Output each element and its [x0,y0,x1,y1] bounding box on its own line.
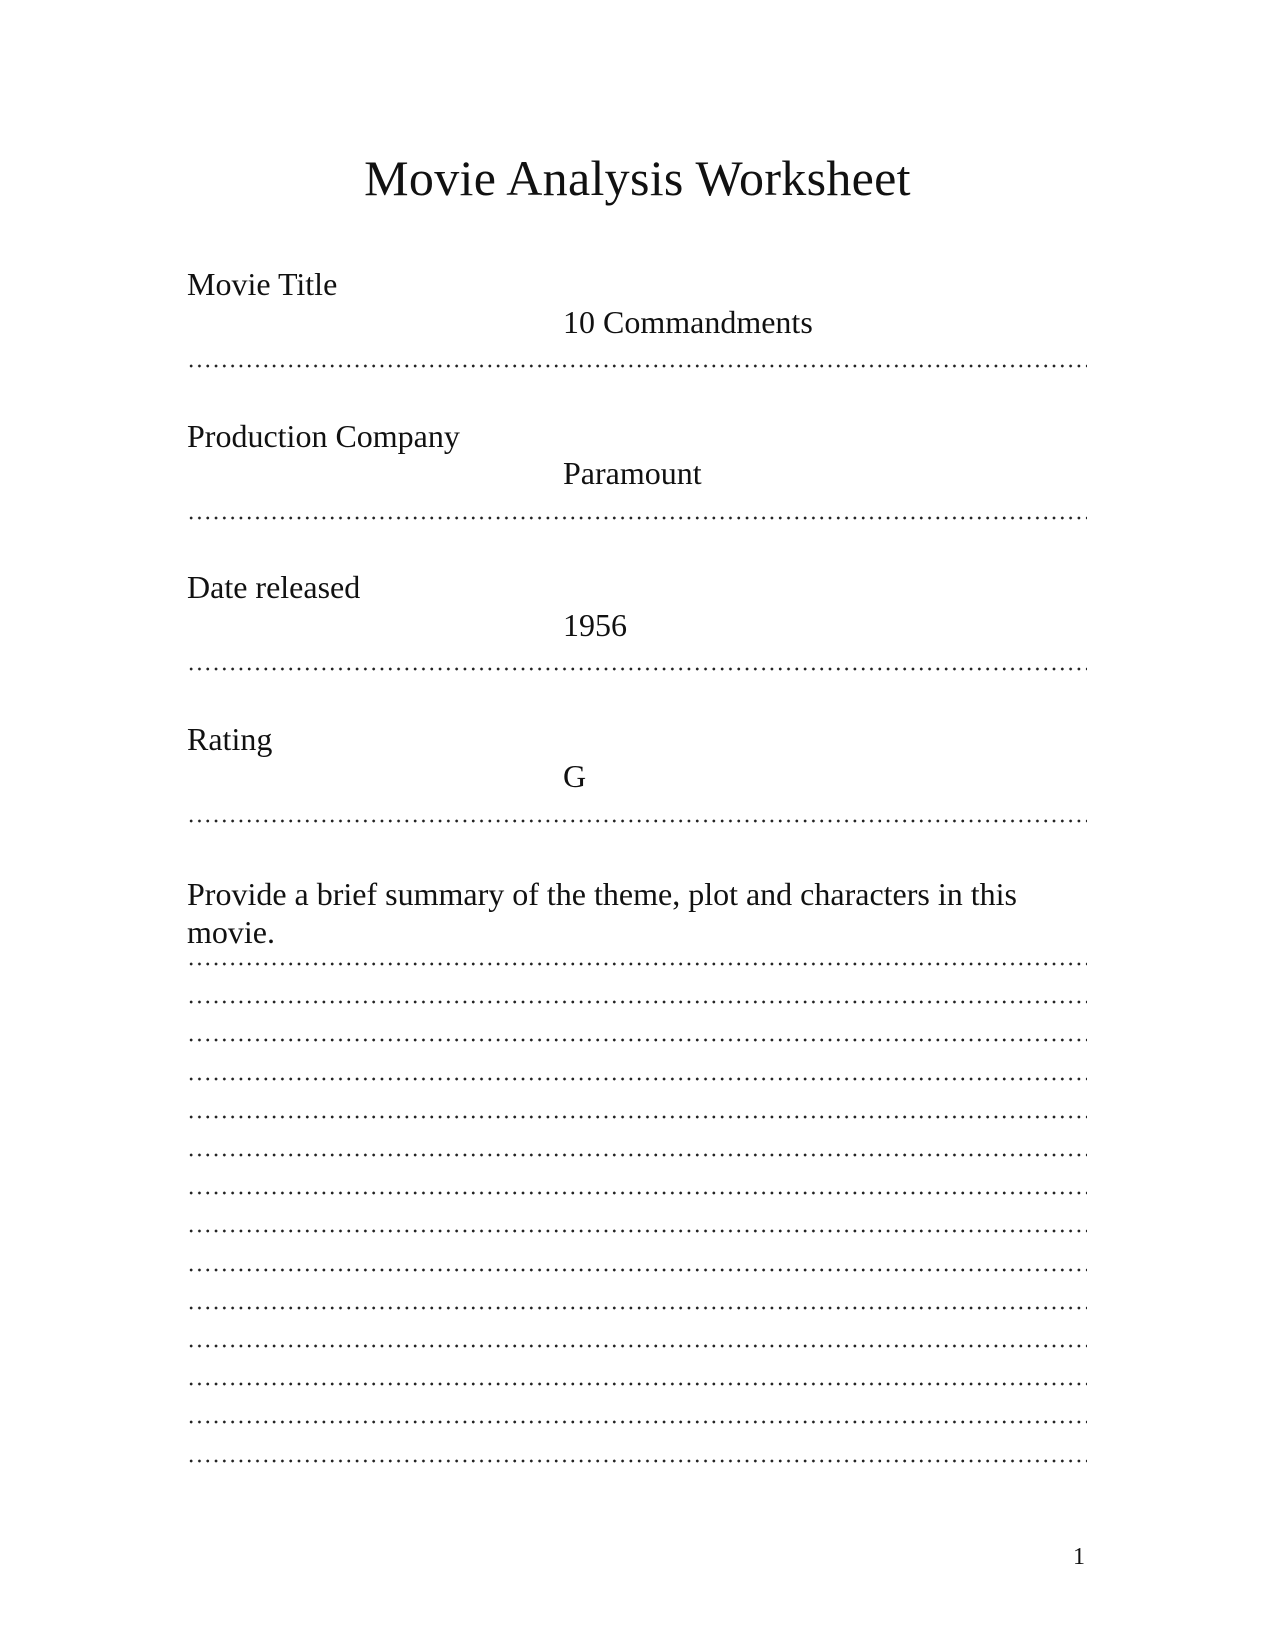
field-value-production-company: Paramount [563,455,702,491]
answer-line [187,515,1087,521]
summary-prompt: Provide a brief summary of the theme, plot and characters in this movie. [187,876,1017,950]
summary-answer-line [187,961,1087,967]
summary-answer-line [187,1267,1087,1273]
summary-answer-line [187,1458,1087,1464]
answer-line [187,666,1087,672]
summary-answer-line [187,1076,1087,1082]
field-label-date-released: Date released [187,569,361,605]
summary-answer-line [187,999,1087,1005]
summary-answer-line [187,1419,1087,1425]
page-number: 1 [1073,1544,1085,1570]
field-value-date-released: 1956 [563,607,627,643]
summary-answer-line [187,1114,1087,1120]
answer-line [187,363,1087,369]
summary-answer-line [187,1037,1087,1043]
summary-answer-line [187,1190,1087,1196]
field-value-rating: G [563,758,587,794]
summary-answer-line [187,1228,1087,1234]
page-title: Movie Analysis Worksheet [364,150,911,206]
field-label-production-company: Production Company [187,418,460,454]
summary-answer-line [187,1152,1087,1158]
summary-answer-line [187,1305,1087,1311]
field-label-movie-title: Movie Title [187,266,338,302]
field-value-movie-title: 10 Commandments [563,304,813,340]
answer-line [187,818,1087,824]
summary-answer-line [187,1343,1087,1349]
field-label-rating: Rating [187,721,273,757]
summary-answer-line [187,1381,1087,1387]
